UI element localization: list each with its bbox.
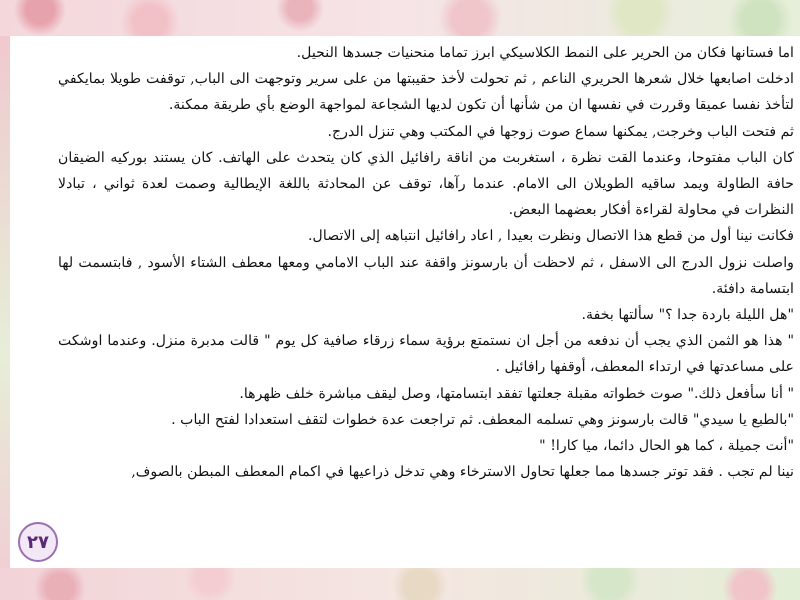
book-page [10,36,800,568]
paragraph: ثم فتحت الباب وخرجت, يمكنها سماع صوت زوجها في المكتب وهي تنزل الدرج. [327,123,794,140]
paragraph: "هل الليلة باردة جدا ؟" سألتها بخفة. [581,307,794,324]
paragraph: "أنت جميلة ، كما هو الحال دائما، ميا كارا! " [539,438,794,455]
paragraph: فكانت نينا أول من قطع هذا الاتصال ونظرت بعيدا , اعاد رافائيل انتباهه إلى الاتصال. [308,228,794,245]
page-text [58,40,794,485]
paragraph: نينا لم تجب . فقد توتر جسدها مما جعلها تحاول الاسترخاء وهي تدخل ذراعيها في اكمام المعطف المبطن بالصوف, [131,464,794,481]
paragraph: اما فستانها فكان من الحرير على النمط الكلاسيكي ابرز تماما منحنيات جسدها النحيل. [296,45,794,61]
floral-footer-border [0,568,800,600]
floral-header-border [0,0,800,36]
paragraph: "بالطبع يا سيدي" قالت بارسونز وهي تسلمه المعطف. ثم تراجعت عدة خطوات لتقف استعدادا لفتح الباب . [171,411,794,428]
paragraph: " هذا هو الثمن الذي يجب أن ندفعه من أجل ان نستمتع برؤية سماء زرقاء صافية كل يوم " قالت مدبرة منزل. وعندما اوشكت على مساعدتها في ارتداء المعطف، أوقفها رافائيل . [58,333,794,376]
paragraph: ادخلت اصابعها خلال شعرها الحريري الناعم , ثم تحولت لأخذ حقيبتها من على سرير وتوجهت الى الباب, توقفت طويلا بمايكفي لتأخذ نفسا عميقا وقررت في نفسها ان من شأنها أن تكون لديها الشجاعة لمواجهة الوضع بأي طريقة ممكنة. [58,71,794,114]
paragraph: كان الباب مفتوحا، وعندما القت نظرة ، استغربت من اناقة رافائيل الذي كان يتحدث على الهاتف. كان يستند بوركيه الضيقان حافة الطاولة ويمد ساقيه الطويلان الى الامام. عندما رآها، توقف عن المحادثة باللغة الإيطالية وصمت لعدة ثواني ، تبادلا النظرات في محاولة لقراءة أفكار بعضهما البعض. [58,149,794,219]
paragraph: " أنا سأفعل ذلك." صوت خطواته مقبلة جعلتها تفقد ابتسامتها، وصل ليقف مباشرة خلف ظهرها. [239,385,794,402]
paragraph: واصلت نزول الدرج الى الاسفل ، ثم لاحظت أن بارسونز واقفة عند الباب الامامي ومعها معطف الشتاء الأسود , فابتسمت لها ابتسامة دافئة. [58,254,794,297]
floral-side-border [0,36,10,568]
page-number-badge: ٢٧ [18,522,58,562]
